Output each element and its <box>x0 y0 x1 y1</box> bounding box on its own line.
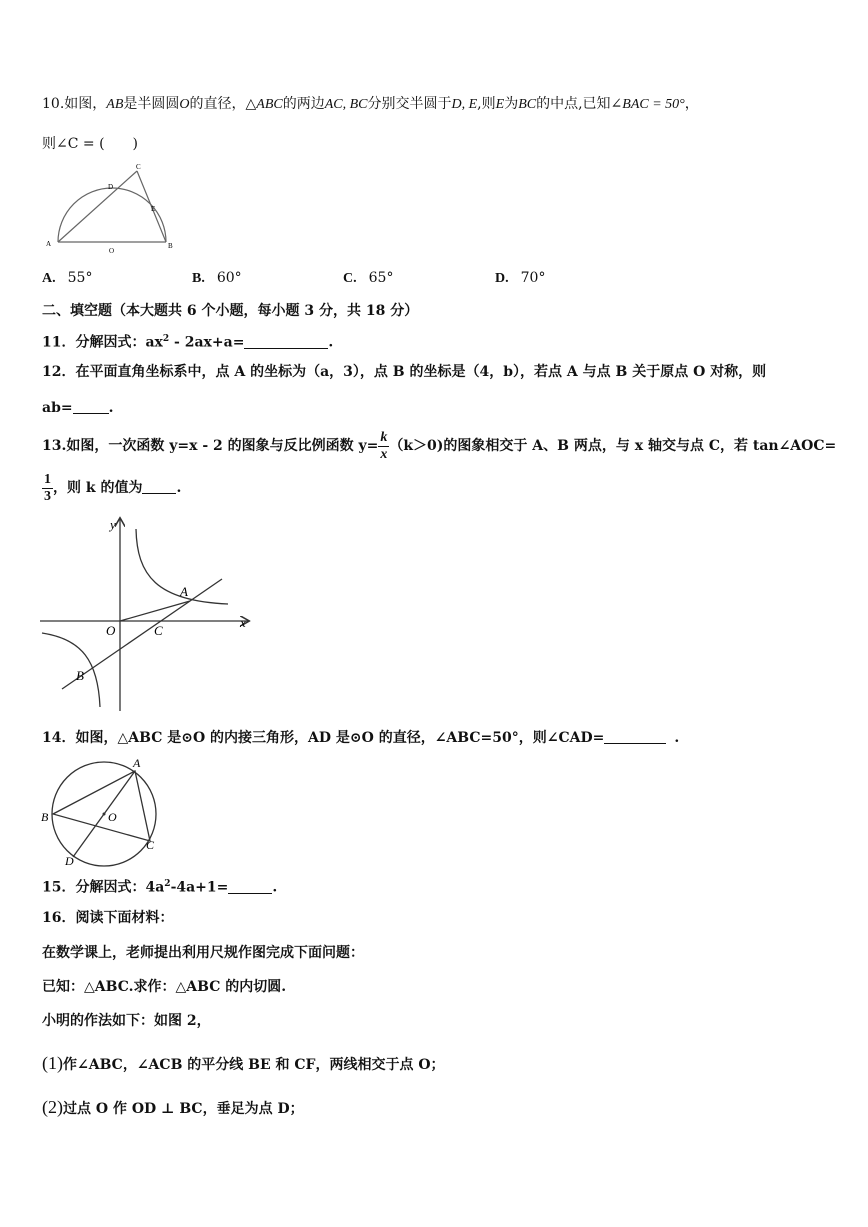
q13-suffix: . <box>176 480 182 496</box>
option-value: 65° <box>368 270 394 286</box>
q16-paragraph-1: 在数学课上，老师提出利用尺规作图完成下面问题： <box>42 945 364 961</box>
q14-text: 14．如图，△ABC 是⊙O 的内接三角形，AD 是⊙O 的直径，∠ABC=50°，则∠CAD= <box>42 730 605 746</box>
label-a: A <box>180 584 188 599</box>
q10-math-de: D, E <box>451 97 478 112</box>
q15-exponent: 2 <box>164 879 171 889</box>
label-o: O <box>108 810 117 824</box>
q13-graph-figure <box>38 515 260 715</box>
q10-math-angle: ∠BAC = 50° <box>610 97 685 112</box>
step-number: (1) <box>42 1053 63 1073</box>
q10-math-triangle: △ABC <box>245 97 283 112</box>
q10-line2: 则∠C = ( ) <box>42 136 138 152</box>
triangle-abc <box>53 771 150 841</box>
q13-line1 <box>42 428 836 464</box>
label-a: A <box>46 240 52 248</box>
q10-text: ,则 <box>477 96 496 112</box>
q10-math-bc: BC <box>518 97 537 112</box>
label-c: C <box>136 163 141 171</box>
option-value: 55° <box>67 270 93 286</box>
q11 <box>42 329 333 353</box>
center-point <box>103 813 106 816</box>
q13-line2 <box>42 470 181 506</box>
q13-text: ，则 k 的值为 <box>53 480 143 496</box>
q12-prefix: ab= <box>42 400 73 416</box>
option-key: C. <box>343 271 357 286</box>
label-o: O <box>109 247 115 255</box>
linear-function-line <box>62 579 222 689</box>
q10-option-b[interactable] <box>192 268 242 289</box>
step-number: (2) <box>42 1097 63 1117</box>
q13-fraction-k-over-x <box>378 430 389 463</box>
label-a: A <box>133 756 141 770</box>
q15-suffix: . <box>272 879 278 896</box>
q10-math-ab: AB <box>106 97 124 112</box>
q16-paragraph-3: 小明的作法如下：如图 2， <box>42 1013 211 1029</box>
q15-answer-blank[interactable] <box>228 879 272 894</box>
q10-line1 <box>42 94 699 115</box>
side-ac <box>58 171 137 242</box>
q12-line1: 12．在平面直角坐标系中，点 A 的坐标为（a，3），点 B 的坐标是（4，b），若点 A 与点 B 关于原点 O 对称，则 <box>42 364 767 380</box>
q10-text: ， <box>684 96 699 112</box>
q13-answer-blank[interactable] <box>142 479 176 494</box>
q11-expr: ax <box>145 334 163 351</box>
label-c: C <box>146 838 155 852</box>
q10-text: 的两边 <box>282 96 325 112</box>
hyperbola-branch-lower <box>42 633 100 707</box>
q12-answer-blank[interactable] <box>73 399 109 414</box>
q16-step-2 <box>42 1094 304 1122</box>
label-d: D <box>108 183 114 191</box>
q13-fraction-one-third <box>42 472 53 505</box>
q10-math-e: E <box>495 97 505 112</box>
step-text: 作∠ABC，∠ACB 的平分线 BE 和 CF，两线相交于点 O； <box>63 1057 445 1073</box>
q10-option-d[interactable] <box>495 268 545 289</box>
q10-text: 的中点,已知 <box>536 96 611 112</box>
q10-text: 分别交半圆于 <box>367 96 452 112</box>
label-b: B <box>168 242 173 250</box>
option-key: D. <box>495 271 509 286</box>
q13-text: 13.如图，一次函数 y=x - 2 的图象与反比例函数 y= <box>42 438 379 454</box>
q10-text: 为 <box>504 96 519 112</box>
fraction-denominator: 3 <box>44 488 51 504</box>
semicircle-arc <box>58 188 166 242</box>
label-b: B <box>41 810 49 824</box>
label-e: E <box>151 205 156 213</box>
q10-text: 的直径， <box>189 96 246 112</box>
label-c: C <box>154 623 163 638</box>
q16-paragraph-2: 已知：△ABC.求作：△ABC 的内切圆. <box>42 979 287 995</box>
q10-number-text: 10.如图， <box>42 96 107 112</box>
label-d: D <box>65 854 74 867</box>
step-text: 过点 O 作 OD ⊥ BC，垂足为点 D； <box>63 1101 304 1117</box>
label-y: y <box>110 517 116 532</box>
option-key: A. <box>42 271 56 286</box>
option-key: B. <box>192 271 205 286</box>
q16-step-1 <box>42 1050 445 1078</box>
q14-answer-blank[interactable] <box>604 729 666 744</box>
q13-text: （k＞0)的图象相交于 A、B 两点，与 x 轴交与点 C，若 tan∠AOC= <box>389 438 837 454</box>
q14-circle-figure <box>38 755 168 867</box>
label-b: B <box>76 668 84 683</box>
q11-suffix: . <box>328 334 334 351</box>
q12-line2 <box>42 398 113 418</box>
q14 <box>42 728 679 748</box>
q10-math-ac-bc: AC, BC <box>324 97 368 112</box>
q14-suffix: . <box>674 730 680 746</box>
q11-exponent: 2 <box>162 334 170 344</box>
q16-heading: 16．阅读下面材料： <box>42 910 174 926</box>
segment-oa <box>120 601 190 621</box>
section-heading: 二、填空题（本大题共 6 个小题，每小题 3 分，共 18 分） <box>42 303 419 319</box>
q10-text: 是半圆圆 <box>123 96 180 112</box>
label-x: x <box>240 615 246 630</box>
q10-math-o: O <box>179 97 190 112</box>
q10-semicircle-figure <box>42 162 182 257</box>
q11-answer-blank[interactable] <box>244 334 328 349</box>
option-value: 60° <box>216 270 242 286</box>
q10-option-a[interactable] <box>42 268 92 289</box>
q15-prefix: 15．分解因式：4a <box>42 879 165 896</box>
q15-expr: -4a+1= <box>170 879 229 896</box>
q10-option-c[interactable] <box>343 268 393 289</box>
fraction-numerator: k <box>380 429 388 445</box>
fraction-numerator: 1 <box>44 471 51 487</box>
q11-expr: - 2ax+a= <box>169 334 245 351</box>
q11-prefix: 11．分解因式： <box>42 334 146 351</box>
option-value: 70° <box>520 270 546 286</box>
fraction-denominator: x <box>380 446 388 462</box>
q12-suffix: . <box>108 400 114 416</box>
q15 <box>42 874 277 898</box>
label-o: O <box>106 623 116 638</box>
